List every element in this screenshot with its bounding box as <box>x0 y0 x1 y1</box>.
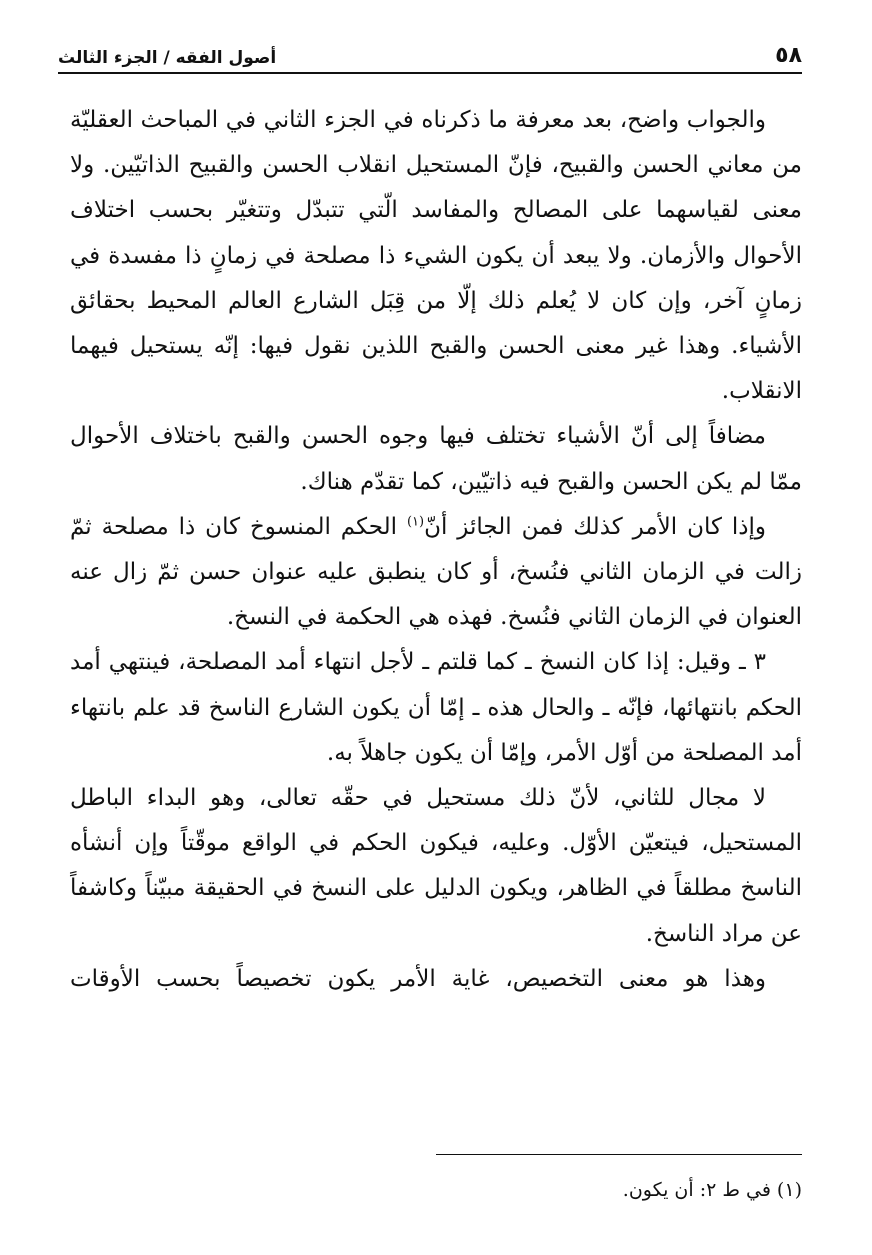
paragraph <box>70 776 802 957</box>
paragraph-text: ٣ ـ وقيل: إذا كان النسخ ـ كما قلتم ـ لأجل انتهاء أمد المصلحة، فينتهي أمد الحكم بانتهائها، فإنّه ـ والحال هذه ـ إمّا أن يكون الشارع الناسخ قد علم بانتهاء أمد المصلحة من أوّل الأمر، وإمّا أن يكون جاهلاً به. <box>70 649 802 766</box>
footnote-reference: (١) <box>406 514 425 530</box>
paragraph <box>70 505 802 641</box>
paragraph-text: وإذا كان الأمر كذلك فمن الجائز أنّ <box>424 513 766 540</box>
page-header <box>58 34 802 74</box>
paragraph-text: مضافاً إلى أنّ الأشياء تختلف فيها وجوه الحسن والقبح باختلاف الأحوال ممّا لم يكن الحسن والقبح فيه ذاتيّين، كما تقدّم هناك. <box>70 423 802 495</box>
footnote-divider <box>436 1154 802 1155</box>
footnote: (١) في ط ٢: أن يكون. <box>622 1179 802 1201</box>
paragraph-text: الحكم المنسوخ كان ذا مصلحة ثمّ زالت في الزمان الثاني فنُسخ، أو كان ينطبق عليه عنوان حسن ثمّ زال عنه العنوان في الزمان الثاني فنُسخ. فهذه هي الحكمة في النسخ. <box>70 513 802 631</box>
running-title: أصول الفقه / الجزء الثالث <box>58 48 277 68</box>
main-text <box>70 98 802 1002</box>
paragraph <box>70 640 802 776</box>
paragraph <box>70 98 802 414</box>
paragraph-text: والجواب واضح، بعد معرفة ما ذكرناه في الجزء الثاني في المباحث العقليّة من معاني الحسن والقبيح، فإنّ المستحيل انقلاب الحسن والقبيح الذاتيّين. ولا معنى لقياسهما على المصالح والمفاسد الّتي تتبدّل وتتغيّر بحسب اختلاف الأحوال والأزمان. ولا يبعد أن يكون الشيء ذا مصلحة في زمانٍ ذا مفسدة في زمانٍ آخر، وإن كان لا يُعلم ذلك إلّا من قِبَل الشارع العالم المحيط بحقائق الأشياء. وهذا غير معنى الحسن والقبح اللذين نقول فيها: إنّه يستحيل فيهما الانقلاب. <box>70 107 802 405</box>
paragraph <box>70 414 802 504</box>
paragraph-text: وهذا هو معنى التخصيص، غاية الأمر يكون تخصيصاً بحسب الأوقات <box>70 965 766 992</box>
paragraph-text: لا مجال للثاني، لأنّ ذلك مستحيل في حقّه تعالى، وهو البداء الباطل المستحيل، فيتعيّن الأوّل. وعليه، فيكون الحكم في الواقع موقّتاً وإن أنشأه الناسخ مطلقاً في الظاهر، ويكون الدليل على النسخ في الحقيقة مبيّناً وكاشفاً عن مراد الناسخ. <box>70 785 802 947</box>
page-number: ٥٨ <box>775 43 802 68</box>
paragraph <box>70 957 802 1002</box>
